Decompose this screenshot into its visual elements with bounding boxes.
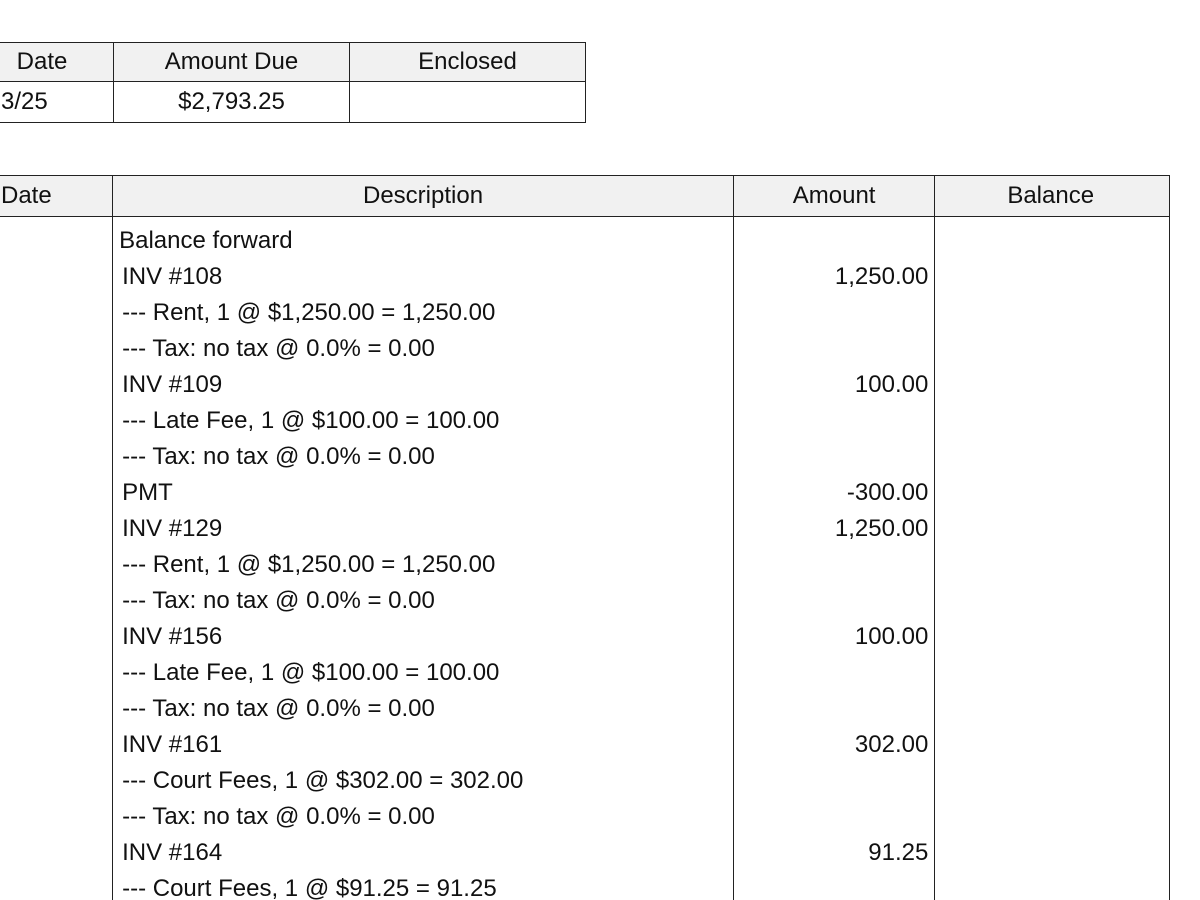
summary-enclosed-header: Enclosed <box>350 43 586 82</box>
summary-enclosed-cell <box>350 82 586 123</box>
row-description-cell: --- Tax: no tax @ 0.0% = 0.00 <box>113 583 734 619</box>
row-date-cell <box>0 655 113 691</box>
row-date-cell <box>0 547 113 583</box>
statement-balance-header: Balance <box>935 176 1170 217</box>
table-row <box>0 655 1170 691</box>
row-balance-cell <box>935 547 1170 583</box>
row-description-cell: INV #156 <box>113 619 734 655</box>
row-balance-cell <box>935 511 1170 547</box>
summary-amount-due-header: Amount Due <box>114 43 350 82</box>
table-row <box>0 799 1170 835</box>
row-description-cell: INV #129 <box>113 511 734 547</box>
row-description-cell: --- Late Fee, 1 @ $100.00 = 100.00 <box>113 655 734 691</box>
row-amount-cell <box>733 871 934 900</box>
row-amount-cell <box>733 439 934 475</box>
row-amount-cell: 1,250.00 <box>733 259 934 295</box>
row-amount-cell <box>733 691 934 727</box>
row-amount-cell <box>733 547 934 583</box>
row-balance-cell <box>935 217 1170 260</box>
row-balance-cell <box>935 799 1170 835</box>
table-row <box>0 259 1170 295</box>
statement-amount-header: Amount <box>733 176 934 217</box>
table-row <box>0 691 1170 727</box>
table-row <box>0 583 1170 619</box>
statement-description-header: Description <box>113 176 734 217</box>
row-balance-cell <box>935 331 1170 367</box>
amount-due-summary-table <box>0 42 586 123</box>
row-amount-cell <box>733 217 934 260</box>
row-balance-cell <box>935 403 1170 439</box>
row-balance-cell <box>935 763 1170 799</box>
table-row <box>0 871 1170 900</box>
row-description-cell: --- Tax: no tax @ 0.0% = 0.00 <box>113 691 734 727</box>
summary-amount-due-cell: $2,793.25 <box>114 82 350 123</box>
row-amount-cell: 91.25 <box>733 835 934 871</box>
row-description-cell: INV #108 <box>113 259 734 295</box>
row-amount-cell <box>733 583 934 619</box>
row-date-cell <box>0 259 113 295</box>
row-date-cell <box>0 583 113 619</box>
row-amount-cell: 1,250.00 <box>733 511 934 547</box>
row-description-cell: --- Court Fees, 1 @ $302.00 = 302.00 <box>113 763 734 799</box>
row-amount-cell: 100.00 <box>733 367 934 403</box>
row-balance-cell <box>935 619 1170 655</box>
row-balance-cell <box>935 835 1170 871</box>
row-balance-cell <box>935 655 1170 691</box>
row-date-cell <box>0 763 113 799</box>
row-date-cell <box>0 217 113 260</box>
row-amount-cell: 100.00 <box>733 619 934 655</box>
row-balance-cell <box>935 439 1170 475</box>
row-balance-cell <box>935 691 1170 727</box>
statement-body <box>0 217 1170 900</box>
summary-header-row <box>0 43 586 82</box>
table-row <box>0 217 1170 260</box>
row-date-cell <box>0 403 113 439</box>
row-description-cell: --- Rent, 1 @ $1,250.00 = 1,250.00 <box>113 547 734 583</box>
statement-header-row <box>0 176 1170 217</box>
row-date-cell <box>0 511 113 547</box>
table-row <box>0 511 1170 547</box>
row-description-cell: INV #164 <box>113 835 734 871</box>
row-balance-cell <box>935 367 1170 403</box>
row-amount-cell <box>733 799 934 835</box>
row-amount-cell <box>733 403 934 439</box>
statement-date-header: Date <box>0 176 113 217</box>
statement-table <box>0 175 1170 900</box>
summary-date-cell: 3/25 <box>0 82 114 123</box>
row-date-cell <box>0 295 113 331</box>
table-row <box>0 403 1170 439</box>
row-amount-cell: -300.00 <box>733 475 934 511</box>
row-date-cell <box>0 475 113 511</box>
row-date-cell <box>0 619 113 655</box>
row-description-cell: --- Tax: no tax @ 0.0% = 0.00 <box>113 439 734 475</box>
row-description-cell: --- Tax: no tax @ 0.0% = 0.00 <box>113 799 734 835</box>
row-balance-cell <box>935 871 1170 900</box>
row-date-cell <box>0 439 113 475</box>
row-balance-cell <box>935 259 1170 295</box>
row-balance-cell <box>935 475 1170 511</box>
table-row <box>0 367 1170 403</box>
row-balance-cell <box>935 583 1170 619</box>
row-date-cell <box>0 727 113 763</box>
table-row <box>0 331 1170 367</box>
row-date-cell <box>0 835 113 871</box>
table-row <box>0 727 1170 763</box>
row-date-cell <box>0 367 113 403</box>
row-balance-cell <box>935 295 1170 331</box>
row-amount-cell: 302.00 <box>733 727 934 763</box>
row-description-cell: PMT <box>113 475 734 511</box>
row-balance-cell <box>935 727 1170 763</box>
row-description-cell: --- Rent, 1 @ $1,250.00 = 1,250.00 <box>113 295 734 331</box>
row-date-cell <box>0 871 113 900</box>
table-row <box>0 835 1170 871</box>
row-date-cell <box>0 799 113 835</box>
summary-date-header: Date <box>0 43 114 82</box>
row-amount-cell <box>733 295 934 331</box>
row-description-cell: INV #161 <box>113 727 734 763</box>
row-date-cell <box>0 691 113 727</box>
table-row <box>0 439 1170 475</box>
row-amount-cell <box>733 655 934 691</box>
table-row <box>0 295 1170 331</box>
row-amount-cell <box>733 331 934 367</box>
table-row <box>0 619 1170 655</box>
table-row <box>0 763 1170 799</box>
row-description-cell: INV #109 <box>113 367 734 403</box>
row-description-cell: --- Court Fees, 1 @ $91.25 = 91.25 <box>113 871 734 900</box>
row-description-cell: Balance forward <box>113 217 734 260</box>
row-date-cell <box>0 331 113 367</box>
table-row <box>0 475 1170 511</box>
table-row <box>0 547 1170 583</box>
row-description-cell: --- Tax: no tax @ 0.0% = 0.00 <box>113 331 734 367</box>
summary-row <box>0 82 586 123</box>
row-amount-cell <box>733 763 934 799</box>
row-description-cell: --- Late Fee, 1 @ $100.00 = 100.00 <box>113 403 734 439</box>
